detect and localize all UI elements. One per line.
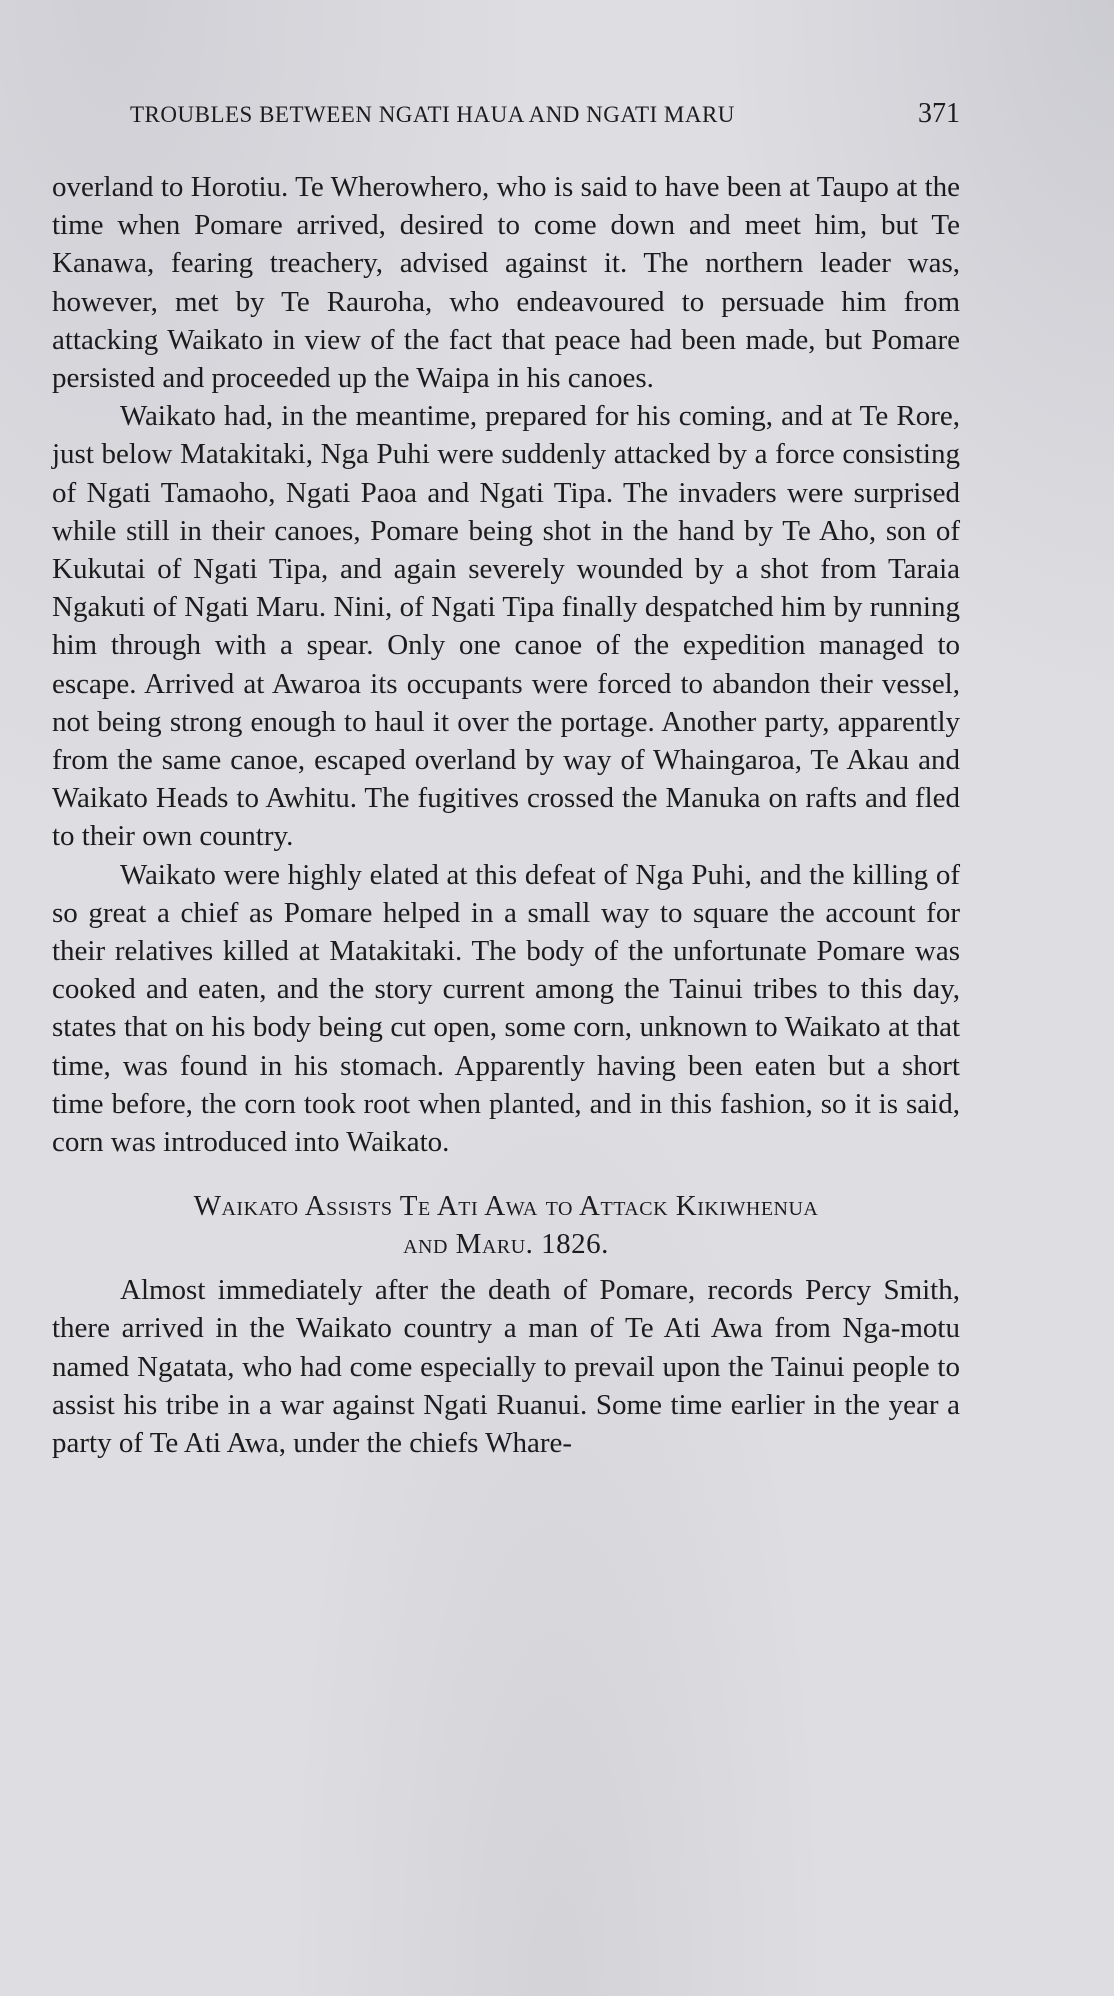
paragraph-ngatata-arrival: Almost immediately after the death of Pomare, records Percy Smith, there arrived in the Waikato country a man of Te Ati Awa from Nga-motu named Ngatata, who had come especially to prevail upon the Tainui people to assist his tribe in a war against Ngati Ruanui. Some time earlier in the year a party of Te Ati Awa, under the chiefs Whare- [52,1274,960,1460]
section-heading-line-2: and Maru. 1826. [403,1228,609,1261]
paragraph-te-rore-attack: Waikato had, in the meantime, prepared for his coming, and at Te Rore, just below Matakitaki, Nga Puhi were suddenly attacked by a force consisting of Ngati Tamaoho, Ngati Paoa and Ngati Tipa. The invaders were surprised while still in their canoes, Pomare being shot in the hand by Te Aho, son of Kukutai of Ngati Tipa, and again severely wounded by a shot from Taraia Ngakuti of Ngati Maru. Nini, of Ngati Tipa finally despatched him by running him through with a spear. Only one canoe of the expedition managed to escape. Arrived at Awaroa its occupants were forced to abandon their vessel, not being strong enough to haul it over the portage. Another party, apparently from the same canoe, escaped overland by way of Whaingaroa, Te Akau and Waikato Heads to Awhitu. The fugitives crossed the Manuka on rafts and fled to their own country. [52,400,960,853]
section-heading [52,1187,960,1263]
paragraph-continuation: overland to Horotiu. Te Wherowhero, who is said to have been at Taupo at the time when Pomare arrived, desired to come down and meet him, but Te Kanawa, fearing treachery, advised against it. The northern leader was, however, met by Te Rauroha, who endeavoured to persuade him from attacking Waikato in view of the fact that peace had been made, but Pomare persisted and proceeded up the Waipa in his canoes. [52,171,960,395]
paragraph-waikato-elated: Waikato were highly elated at this defeat of Nga Puhi, and the killing of so great a chief as Pomare helped in a small way to square the account for their relatives killed at Matakitaki. The body of the unfortunate Pomare was cooked and eaten, and the story current among the Tainui tribes to this day, states that on his body being cut open, some corn, unknown to Waikato at that time, was found in his stomach. Apparently having been eaten but a short time before, the corn took root when planted, and in this fashion, so it is said, corn was introduced into Waikato. [52,858,960,1159]
page-number: 371 [918,98,960,129]
page-body [52,168,960,1462]
page-header [130,98,960,130]
section-heading-line-1: Waikato Assists Te Ati Awa to Attack Kikiwhenua [193,1190,819,1223]
running-head: TROUBLES BETWEEN NGATI HAUA AND NGATI MARU [130,102,735,127]
